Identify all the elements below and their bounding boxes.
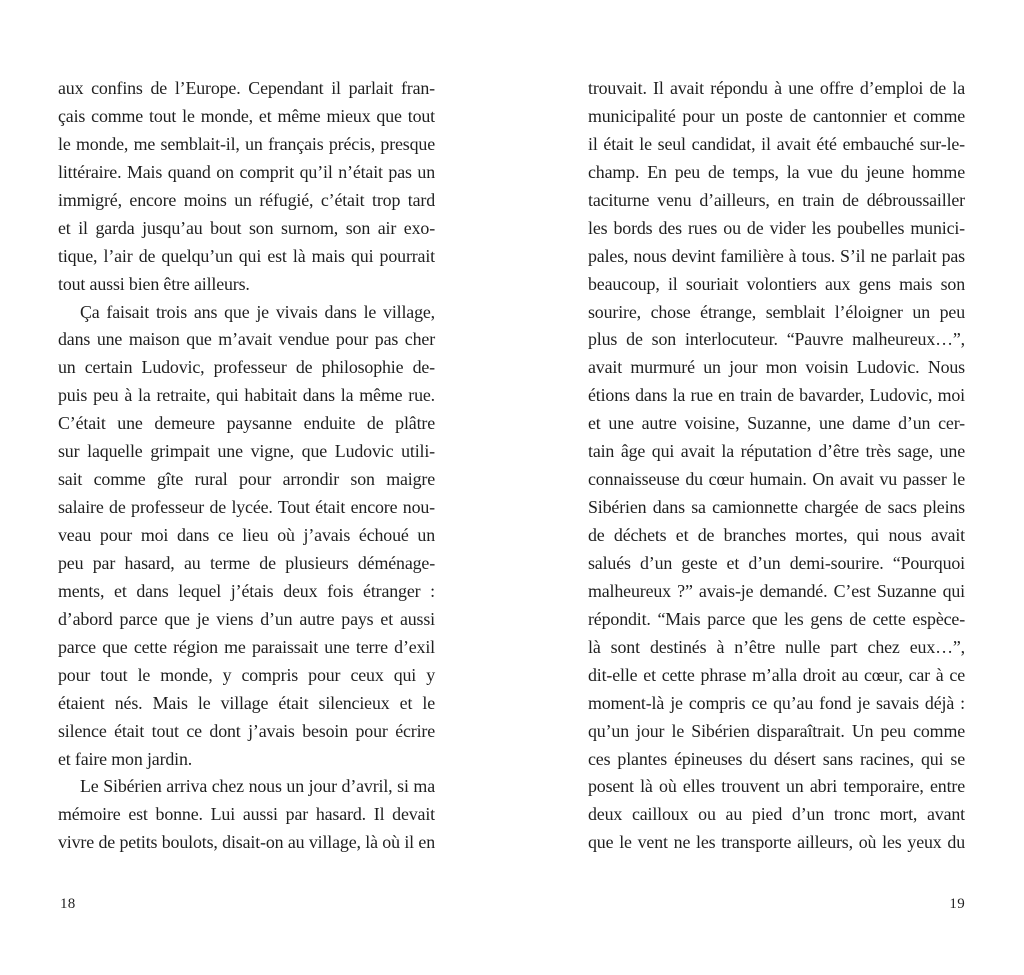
text-line: connaisseuse du cœur humain. On avait vu passer le xyxy=(588,469,965,490)
text-line: littéraire. Mais quand on comprit qu’il n’était pas un xyxy=(58,161,435,182)
text-line: immigré, encore moins un réfugié, c’était trop tard xyxy=(58,189,435,210)
text-line: mémoire est bonne. Lui aussi par hasard. Il devait xyxy=(58,804,435,825)
text-line: un certain Ludovic, professeur de philosophie de- xyxy=(58,357,435,378)
text-line: et il garda jusqu’au bout son surnom, son air exo- xyxy=(58,217,435,238)
text-line: sait comme gîte rural pour arrondir son maigre xyxy=(58,469,435,490)
text-line: malheureux ?” avais-je demandé. C’est Suzanne qui xyxy=(588,580,965,601)
text-line: répondit. “Mais parce que les gens de cette espèce- xyxy=(588,608,965,629)
page-left-text-column xyxy=(58,75,435,857)
text-line: tout aussi bien être ailleurs. xyxy=(58,273,250,294)
text-line: C’était une demeure paysanne enduite de plâtre xyxy=(58,413,435,434)
text-line: sourire, chose étrange, semblait l’éloigner un peu xyxy=(588,301,965,322)
text-line: parce que cette région me paraissait une terre d’exil xyxy=(58,636,435,657)
text-line: de déchets et de branches mortes, qui nous avait xyxy=(588,525,965,545)
page-number-right: 19 xyxy=(949,896,965,912)
text-line: ces plantes épineuses du désert sans racines, qui se xyxy=(588,748,965,769)
text-line: et faire mon jardin. xyxy=(58,748,193,769)
text-line: moment-là je compris ce qu’au fond je savais déjà : xyxy=(588,692,965,713)
text-line: là sont destinés à n’être nulle part chez eux…”, xyxy=(588,636,965,657)
text-line: salaire de professeur de lycée. Tout était encore nou- xyxy=(58,497,435,518)
text-line: que le vent ne les transporte ailleurs, où les yeux du xyxy=(588,832,965,853)
text-line: municipalité pour un poste de cantonnier et comme xyxy=(588,105,965,126)
text-line: d’abord parce que je viens d’un autre pays et aussi xyxy=(58,608,435,629)
text-line: Sibérien dans sa camionnette chargée de sacs pleins xyxy=(588,497,965,518)
text-line: peu par hasard, au terme de plusieurs déménage- xyxy=(58,552,435,573)
text-line: tain âge qui avait la réputation d’être très sage, une xyxy=(588,441,965,462)
text-line: et une autre voisine, Suzanne, une dame d’un cer- xyxy=(588,413,965,434)
text-line: dit-elle et cette phrase m’alla droit au cœur, car à ce xyxy=(588,664,965,685)
text-line: çais comme tout le monde, et même mieux que tout xyxy=(58,105,435,126)
text-line: Ça faisait trois ans que je vivais dans le village, xyxy=(80,301,435,322)
text-line: deux cailloux ou au pied d’un tronc mort, avant xyxy=(588,804,965,825)
text-line: il était le seul candidat, il avait été embauché sur-le- xyxy=(588,133,965,154)
text-line: dans une maison que m’avait vendue pour pas cher xyxy=(58,329,435,350)
text-line: aux confins de l’Europe. Cependant il parlait fran- xyxy=(58,78,435,98)
text-line: avait murmuré un jour mon voisin Ludovic. Nous xyxy=(588,357,965,378)
text-line: étions dans la rue en train de bavarder, Ludovic, moi xyxy=(588,385,965,406)
text-line: pales, nous devint familière à tous. S’il ne parlait pas xyxy=(588,245,965,266)
text-line: Le Sibérien arriva chez nous un jour d’avril, si ma xyxy=(80,776,435,797)
text-line: ments, et dans lequel j’étais deux fois étranger : xyxy=(58,580,435,601)
text-line: vivre de petits boulots, disait-on au village, là où il en xyxy=(58,832,435,853)
text-line: veau pour moi dans ce lieu où j’avais échoué un xyxy=(58,525,435,545)
text-line: salués d’un geste et d’un demi-sourire. “Pourquoi xyxy=(588,552,965,573)
text-line: plus de son interlocuteur. “Pauvre malheureux…”, xyxy=(588,329,965,350)
page-number-left: 18 xyxy=(60,896,76,912)
text-line: étaient nés. Mais le village était silencieux et le xyxy=(58,692,435,713)
text-line: tique, l’air de quelqu’un qui est là mais qui pourrait xyxy=(58,245,435,266)
text-line: les bords des rues ou de vider les poubelles munici- xyxy=(588,217,965,238)
text-line: le monde, me semblait-il, un français précis, presque xyxy=(58,133,435,154)
text-line: posent là où elles trouvent un abri temporaire, entre xyxy=(588,776,965,797)
text-line: champ. En peu de temps, la vue du jeune homme xyxy=(588,161,965,182)
text-line: pour tout le monde, y compris pour ceux qui y xyxy=(58,664,435,685)
text-line: beaucoup, il souriait volontiers aux gens mais son xyxy=(588,273,965,294)
text-line: puis peu à la retraite, qui habitait dans la même rue. xyxy=(58,385,435,406)
text-line: sur laquelle grimpait une vigne, que Ludovic utili- xyxy=(58,441,435,462)
page-right-text-column xyxy=(588,75,965,857)
text-line: silence était tout ce dont j’avais besoin pour écrire xyxy=(58,720,435,741)
text-line: qu’un jour le Sibérien disparaîtrait. Un peu comme xyxy=(588,720,965,741)
text-line: trouvait. Il avait répondu à une offre d’emploi de la xyxy=(588,78,965,98)
text-line: taciturne venu d’ailleurs, en train de débroussailler xyxy=(588,189,965,210)
